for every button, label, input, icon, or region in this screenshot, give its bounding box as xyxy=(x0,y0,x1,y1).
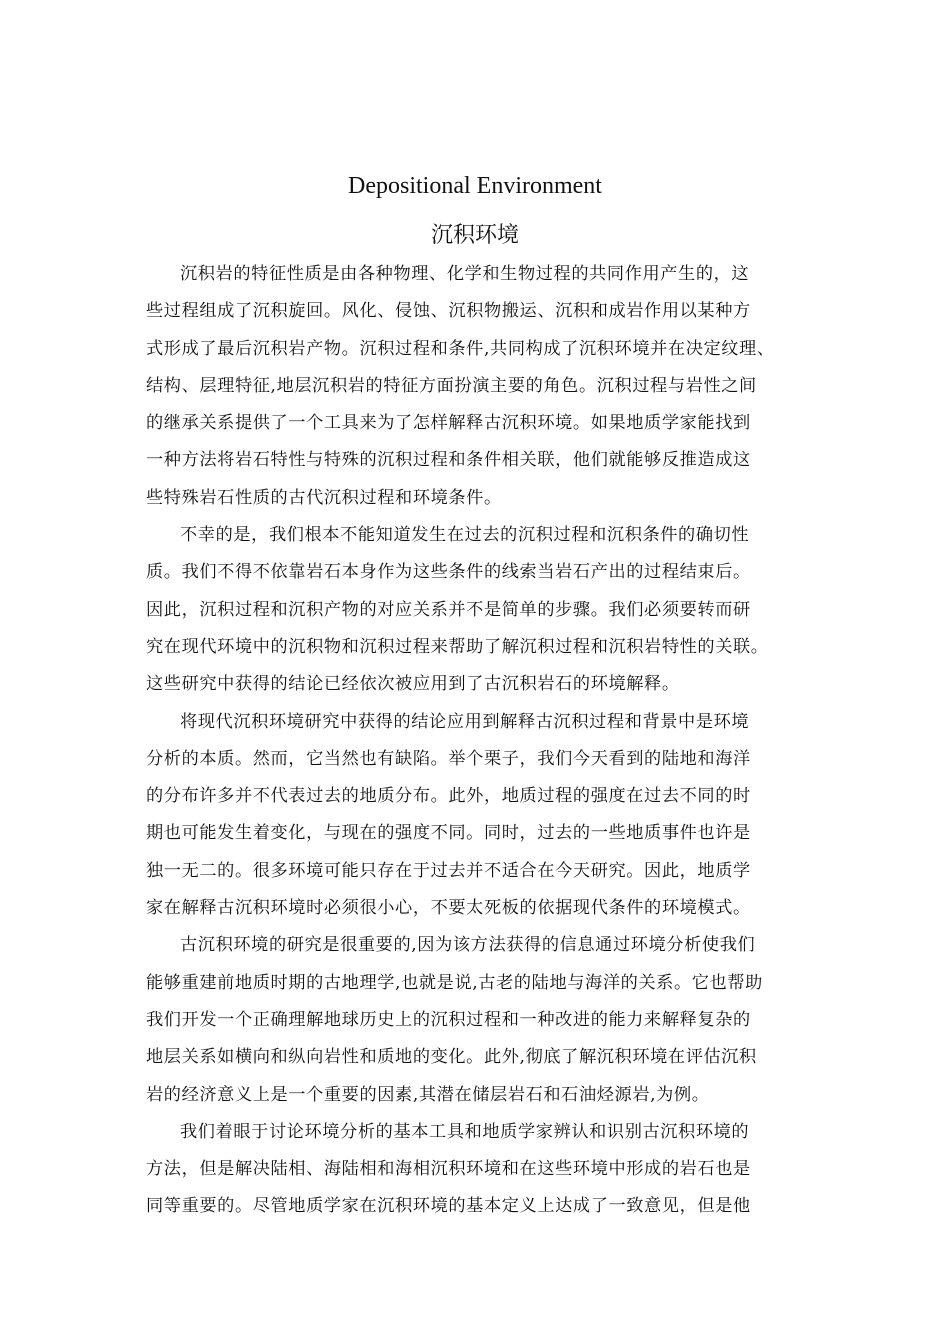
paragraph xyxy=(146,704,824,928)
title-chinese: 沉积环境 xyxy=(430,223,519,248)
text-line: 些特殊岩石性质的古代沉积过程和环境条件。 xyxy=(146,487,502,508)
text-line: 不幸的是，我们根本不能知道发生在过去的沉积过程和沉积条件的确切性 xyxy=(180,525,750,546)
text-line: 家在解释古沉积环境时必须很小心，不要太死板的依据现代条件的环境模式。 xyxy=(146,898,751,919)
paragraph xyxy=(146,1114,824,1226)
text-line: 古沉积环境的研究是很重要的,因为该方法获得的信息通过环境分析使我们 xyxy=(180,935,756,956)
paragraph xyxy=(146,517,824,703)
text-line: 式形成了最后沉积岩产物。沉积过程和条件,共同构成了沉积环境并在决定纹理、 xyxy=(146,338,775,359)
text-line: 这些研究中获得的结论已经依次被应用到了古沉积岩石的环境解释。 xyxy=(146,674,680,695)
text-line: 我们着眼于讨论环境分析的基本工具和地质学家辨认和识别古沉积环境的 xyxy=(180,1121,750,1142)
text-line: 将现代沉积环境研究中获得的结论应用到解释古沉积过程和背景中是环境 xyxy=(180,711,750,732)
text-line: 的分布许多并不代表过去的地质分布。此外，地质过程的强度在过去不同的时 xyxy=(146,786,751,807)
title-english: Depositional Environment xyxy=(348,173,602,199)
text-line: 独一无二的。很多环境可能只存在于过去并不适合在今天研究。因此，地质学 xyxy=(146,860,751,881)
text-line: 岩的经济意义上是一个重要的因素,其潜在储层岩石和石油烃源岩,为例。 xyxy=(146,1084,710,1105)
text-line: 我们开发一个正确理解地球历史上的沉积过程和一种改进的能力来解释复杂的 xyxy=(146,1009,751,1030)
text-line: 的继承关系提供了一个工具来为了怎样解释古沉积环境。如果地质学家能找到 xyxy=(146,413,751,434)
text-line: 方法，但是解决陆相、海陆相和海相沉积环境和在这些环境中形成的岩石也是 xyxy=(146,1159,751,1180)
document-body xyxy=(146,256,824,1226)
text-line: 些过程组成了沉积旋回。风化、侵蚀、沉积物搬运、沉积和成岩作用以某种方 xyxy=(146,301,751,322)
text-line: 一种方法将岩石特性与特殊的沉积过程和条件相关联，他们就能够反推造成这 xyxy=(146,450,751,471)
text-line: 结构、层理特征,地层沉积岩的特征方面扮演主要的角色。沉积过程与岩性之间 xyxy=(146,375,757,396)
text-line: 分析的本质。然而，它当然也有缺陷。举个栗子，我们今天看到的陆地和海洋 xyxy=(146,748,751,769)
paragraph xyxy=(146,927,824,1113)
text-line: 地层关系如横向和纵向岩性和质地的变化。此外,彻底了解沉积环境在评估沉积 xyxy=(146,1047,757,1068)
text-line: 究在现代环境中的沉积物和沉积过程来帮助了解沉积过程和沉积岩特性的关联。 xyxy=(146,636,769,657)
text-line: 期也可能发生着变化，与现在的强度不同。同时，过去的一些地质事件也许是 xyxy=(146,823,751,844)
text-line: 因此，沉积过程和沉积产物的对应关系并不是简单的步骤。我们必须要转而研 xyxy=(146,599,751,620)
text-line: 沉积岩的特征性质是由各种物理、化学和生物过程的共同作用产生的，这 xyxy=(180,264,750,284)
text-line: 质。我们不得不依靠岩石本身作为这些条件的线索当岩石产出的过程结束后。 xyxy=(146,562,751,583)
text-line: 同等重要的。尽管地质学家在沉积环境的基本定义上达成了一致意见，但是他 xyxy=(146,1196,751,1217)
paragraph xyxy=(146,256,824,517)
text-line: 能够重建前地质时期的古地理学,也就是说,古老的陆地与海洋的关系。它也帮助 xyxy=(146,972,763,993)
